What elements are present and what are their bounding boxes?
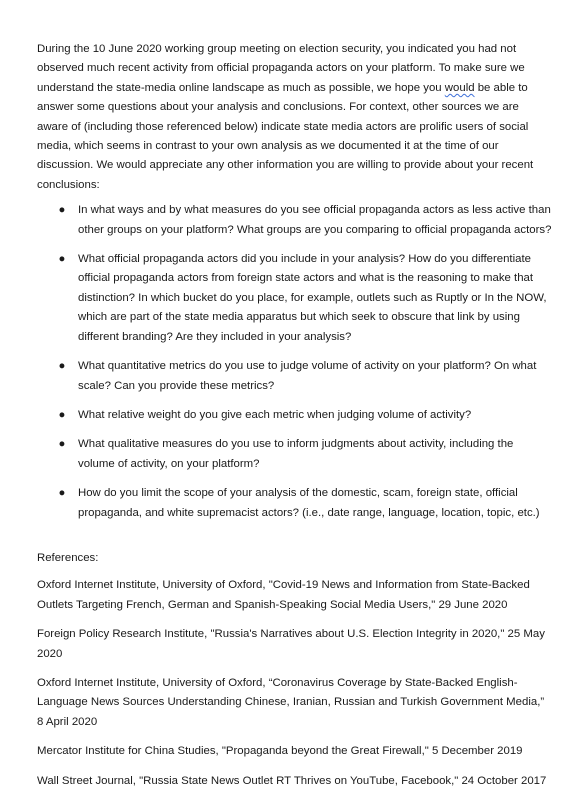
- intro-text-end: be able to answer some questions about your analysis and conclusions. For context, other sources we are aware of (including those referenced below) indicate state media actors are prolific users of social media, which seems in contrast to your own analysis as we documented it at the time of our discussion. We would appreciate any other information you are willing to provide about your recent conclusions:: [37, 81, 534, 191]
- document-page: [37, 40, 552, 801]
- reference-item: Foreign Policy Research Institute, "Russia's Narratives about U.S. Election Integrity in 2020," 25 May 2020: [37, 628, 545, 660]
- question-item: [37, 250, 552, 347]
- bullet-icon: ●: [58, 408, 66, 421]
- question-text: What qualitative measures do you use to inform judgments about activity, including the volume of activity, on your platform?: [78, 438, 514, 470]
- bullet-icon: ●: [58, 438, 66, 451]
- question-item: [37, 435, 552, 474]
- bullet-icon: ●: [58, 204, 66, 217]
- bullet-icon: ●: [58, 253, 66, 266]
- question-list: [37, 201, 552, 523]
- question-item: [37, 201, 552, 240]
- bullet-icon: ●: [58, 360, 66, 373]
- intro-paragraph: [37, 40, 552, 195]
- reference-item: Mercator Institute for China Studies, "Propaganda beyond the Great Firewall," 5 December 2019: [37, 745, 523, 758]
- question-text: What official propaganda actors did you include in your analysis? How do you differentiate official propaganda actors from foreign state actors and what is the reasoning to make that distinction? In which bucket do you place, for example, outlets such as Ruptly or In the NOW, which are part of the state media apparatus but which seek to obscure that link by using different branding? Are they included in your analysis?: [78, 253, 547, 343]
- question-item: [37, 406, 552, 425]
- spellcheck-flagged-word[interactable]: would: [444, 81, 475, 94]
- references-heading: References:: [37, 551, 99, 564]
- question-text: What relative weight do you give each metric when judging volume of activity?: [78, 408, 472, 421]
- reference-item: Wall Street Journal, "Russia State News Outlet RT Thrives on YouTube, Facebook," 24 October 2017: [37, 774, 547, 787]
- reference-item: Oxford Internet Institute, University of Oxford, “Coronavirus Coverage by State-Backed English-Language News Sources Understanding Chinese, Iranian, Russian and Turkish Government Media,” 8 April 2020: [37, 676, 545, 728]
- reference-item: Oxford Internet Institute, University of Oxford, "Covid-19 News and Information from State-Backed Outlets Targeting French, German and Spanish-Speaking Social Media Users," 29 June 2020: [37, 579, 530, 611]
- question-text: In what ways and by what measures do you see official propaganda actors as less active than other groups on your platform? What groups are you comparing to official propaganda actors?: [78, 204, 552, 236]
- intro-text-start: During the 10 June 2020 working group meeting on election security, you indicated you had not observed much recent activity from official propaganda actors on your platform. To make sure we understand the state-media online landscape as much as possible, we hope you: [37, 43, 525, 94]
- question-text: How do you limit the scope of your analysis of the domestic, scam, foreign state, official propaganda, and white supremacist actors? (i.e., date range, language, location, topic, etc.): [78, 487, 540, 519]
- question-item: [37, 357, 552, 396]
- question-text: What quantitative metrics do you use to judge volume of activity on your platform? On what scale? Can you provide these metrics?: [78, 360, 537, 392]
- bullet-icon: ●: [58, 487, 66, 500]
- question-item: [37, 484, 552, 523]
